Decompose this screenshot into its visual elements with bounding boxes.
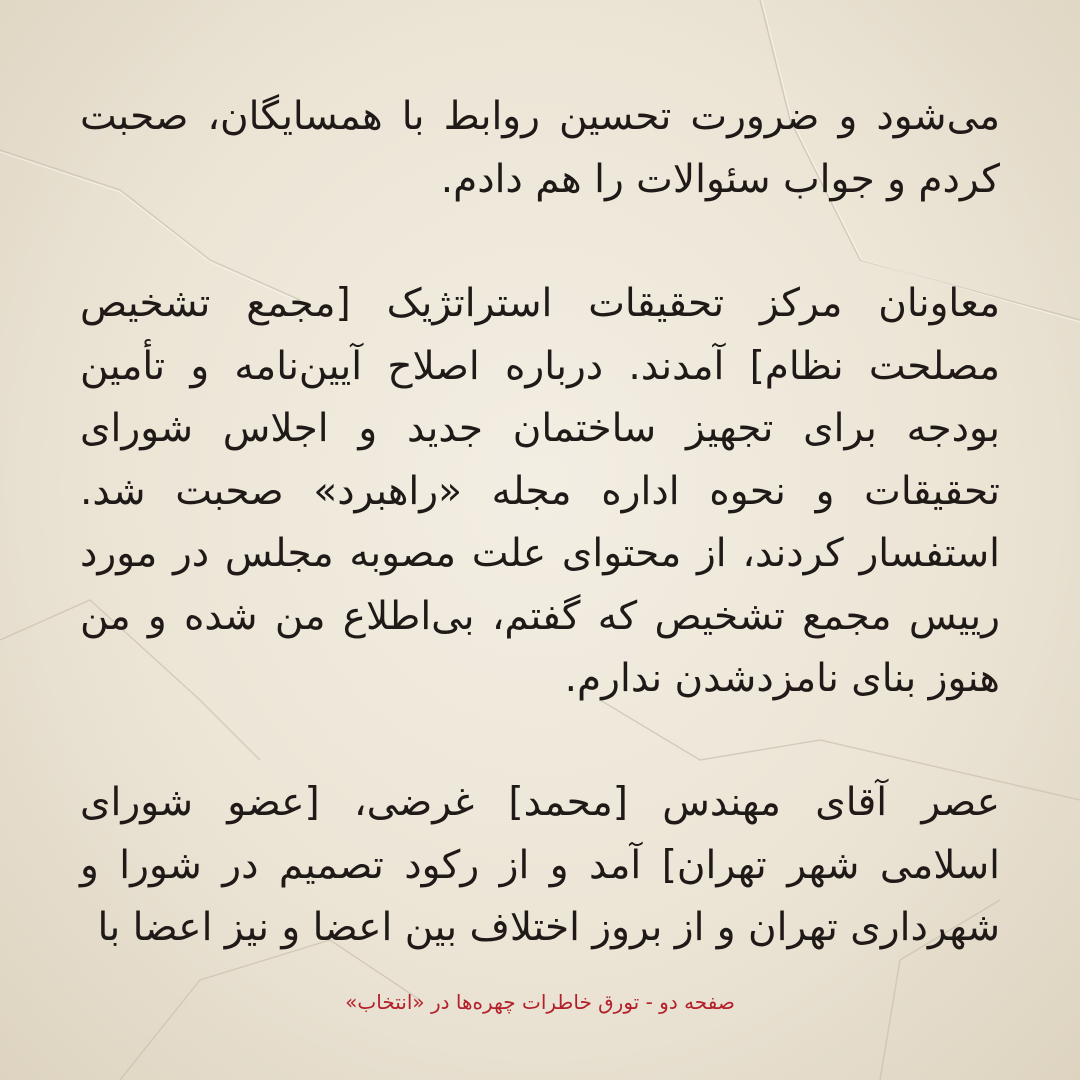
paragraph-2: معاونان مرکز تحقیقات استراتژیک [مجمع تشخیص مصلحت نظام] آمدند. درباره اصلاح آیین‌نامه و تأمین بودجه برای تجهیز ساختمان جدید و اجلاس شورای تحقیقات و نحوه اداره مجله «راهبرد» صحبت شد. استفسار کردند، از محتوای علت مصوبه مجلس در مورد رییس مجمع تشخیص که گفتم، بی‌اطلاع من شده و من هنوز بنای نامزدشدن ندارم.: [80, 281, 1000, 701]
paragraph-1: می‌شود و ضرورت تحسین روابط با همسایگان، صحبت کردم و جواب سئوالات را هم دادم.: [80, 94, 1000, 202]
page-footer-caption: صفحه دو - تورق خاطرات چهره‌ها در «انتخاب»: [345, 990, 735, 1014]
paragraph-3: عصر آقای مهندس [محمد] غرضی، [عضو شورای اسلامی شهر تهران] آمد و از رکود تصمیم در شورا و شهرداری تهران و از بروز اختلاف بین اعضا و نیز اعضا با: [80, 780, 1000, 950]
